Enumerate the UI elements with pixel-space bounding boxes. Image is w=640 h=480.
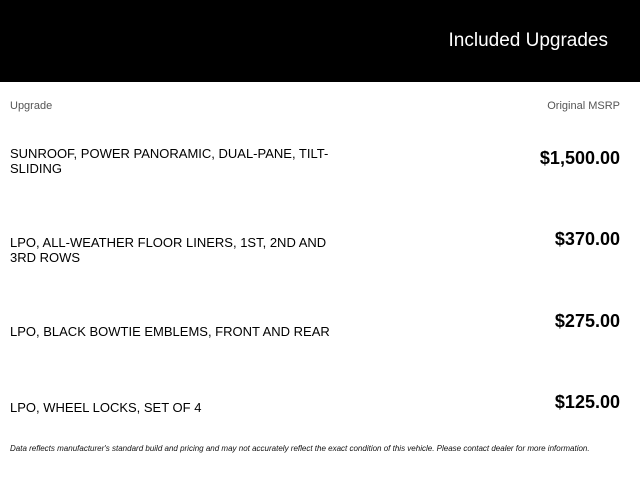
upgrade-price: $1,500.00 (539, 148, 620, 168)
upgrade-name: LPO, ALL-WEATHER FLOOR LINERS, 1ST, 2ND AND 3RD ROWS (10, 235, 327, 265)
upgrade-price: $370.00 (554, 229, 620, 249)
page-title: Included Upgrades (448, 30, 608, 51)
column-header-msrp: Original MSRP (547, 100, 620, 112)
header-bar (0, 0, 640, 82)
upgrade-name: LPO, BLACK BOWTIE EMBLEMS, FRONT AND REAR (10, 324, 330, 339)
upgrade-price: $275.00 (554, 311, 620, 331)
column-header-upgrade: Upgrade (10, 100, 53, 112)
upgrade-price: $125.00 (554, 392, 620, 412)
upgrade-name: LPO, WHEEL LOCKS, SET OF 4 (10, 400, 202, 415)
upgrade-name: SUNROOF, POWER PANORAMIC, DUAL-PANE, TILT-SLIDING (10, 146, 329, 176)
disclaimer-text: Data reflects manufacturer's standard build and pricing and may not accurately reflect the exact condition of this vehicle. Please contact dealer for more information. (10, 444, 590, 453)
